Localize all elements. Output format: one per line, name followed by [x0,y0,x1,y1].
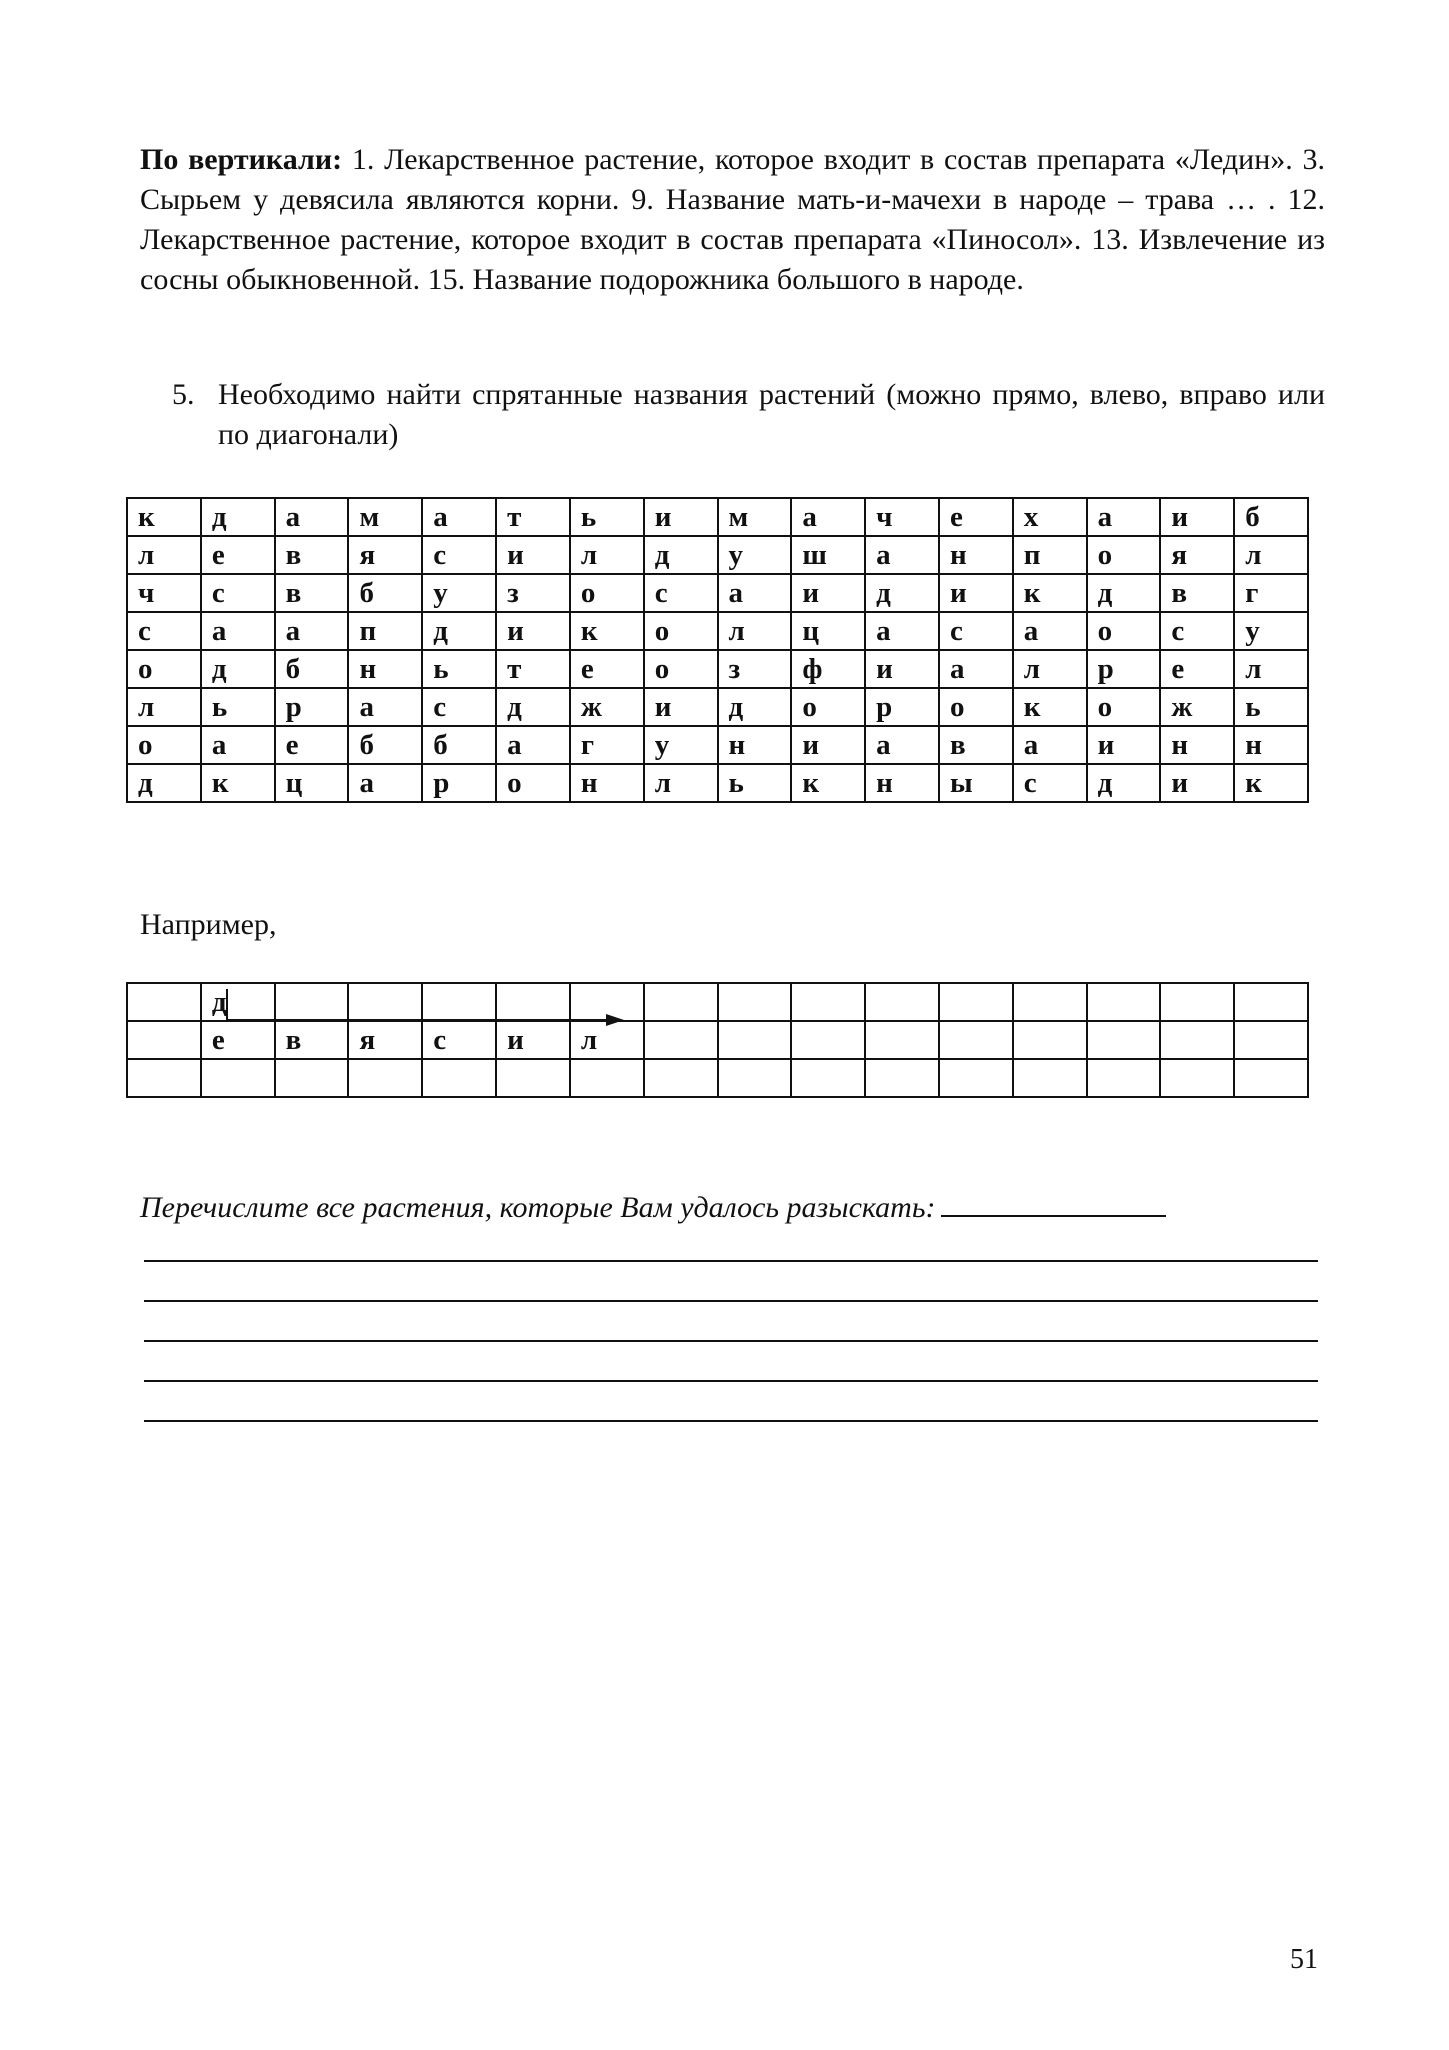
example-cell [348,1059,422,1097]
answer-prompt [140,1187,1166,1228]
example-cell [1160,1021,1234,1059]
example-cell [1234,1059,1308,1097]
word-search-cell: е [201,536,275,574]
word-search-cell: д [201,650,275,688]
word-search-cell: о [644,612,718,650]
example-cell [1160,983,1234,1021]
example-cell [865,1059,939,1097]
word-search-cell: л [1013,650,1087,688]
word-search-cell: к [127,498,201,536]
word-search-grid [126,497,1309,803]
word-search-cell: л [127,688,201,726]
word-search-cell: а [865,726,939,764]
word-search-row [127,498,1308,536]
word-search-cell: с [644,574,718,612]
word-search-cell: с [422,688,496,726]
word-search-cell: в [275,536,349,574]
example-cell [1013,1059,1087,1097]
word-search-cell: в [939,726,1013,764]
word-search-cell: н [939,536,1013,574]
word-search-cell: к [1234,764,1308,802]
word-search-cell: в [275,574,349,612]
word-search-cell: а [1087,498,1161,536]
vertical-clues-heading: По вертикали: [140,143,343,176]
word-search-cell: а [718,574,792,612]
word-search-cell: а [791,498,865,536]
example-cell [791,1059,865,1097]
word-search-row [127,726,1308,764]
word-search-cell: и [1160,498,1234,536]
example-cell [865,1021,939,1059]
example-cell [496,1059,570,1097]
word-search-cell: и [1087,726,1161,764]
task-5 [172,375,1325,455]
word-search-cell: д [127,764,201,802]
word-search-row [127,574,1308,612]
word-search-cell: ь [201,688,275,726]
word-search-cell: б [275,650,349,688]
vertical-clues [140,140,1325,300]
word-search-cell: к [570,612,644,650]
example-cell [791,1021,865,1059]
example-label: Например, [140,908,277,941]
word-search-cell: л [644,764,718,802]
example-grid [126,982,1309,1098]
word-search-cell: с [939,612,1013,650]
word-search-cell: д [422,612,496,650]
word-search-cell: у [1234,612,1308,650]
word-search-cell: ь [570,498,644,536]
word-search-cell: е [939,498,1013,536]
example-cell: и [496,1021,570,1059]
vertical-clues-text: 1. Лекарственное растение, которое входит в состав препарата «Ледин». 3. Сырьем у девясила являются корни. 9. Название мать-и-мачехи в народе – трава … . 12. Лекарственное растение, которое входит в состав препарата «Пиносол». 13. Извлечение из сосны обыкновенной. 15. Название подорожника большого в народе. [140,143,1325,296]
example-cell [127,1059,201,1097]
word-search-cell: и [496,612,570,650]
word-search-cell: ь [1234,688,1308,726]
word-search-cell: е [275,726,349,764]
page-number: 51 [1290,1944,1318,1975]
word-search-cell: а [422,498,496,536]
example-cell [718,1021,792,1059]
word-search-cell: г [570,726,644,764]
word-search-cell: б [348,726,422,764]
answer-line[interactable] [144,1420,1318,1422]
word-search-cell: и [791,726,865,764]
word-search-cell: и [496,536,570,574]
word-search-cell: д [718,688,792,726]
word-search-cell: п [348,612,422,650]
word-search-cell: л [570,536,644,574]
word-search-cell: л [718,612,792,650]
example-cell [275,983,349,1021]
example-cell [1160,1059,1234,1097]
word-search-cell: о [127,650,201,688]
example-cell [865,983,939,1021]
word-search-cell: у [644,726,718,764]
word-search-cell: м [348,498,422,536]
word-search-row [127,612,1308,650]
word-search-cell: а [865,612,939,650]
word-search-row [127,688,1308,726]
word-search-cell: е [1160,650,1234,688]
word-search-cell: и [644,688,718,726]
word-search-cell: в [1160,574,1234,612]
word-search-cell: и [791,574,865,612]
word-search-row [127,650,1308,688]
word-search-cell: а [275,612,349,650]
example-cell [718,983,792,1021]
word-search-cell: б [348,574,422,612]
example-row [127,1021,1308,1059]
word-search-cell: а [1013,726,1087,764]
answer-line[interactable] [144,1300,1318,1302]
example-cell [422,1059,496,1097]
answer-line[interactable] [144,1340,1318,1342]
example-cell [570,1059,644,1097]
word-search-cell: а [348,764,422,802]
word-search-cell: о [1087,688,1161,726]
example-cell [348,983,422,1021]
word-search-cell: о [644,650,718,688]
example-cell [1087,983,1161,1021]
word-search-cell: а [1013,612,1087,650]
word-search-cell: н [865,764,939,802]
word-search-cell: а [939,650,1013,688]
word-search-cell: н [718,726,792,764]
example-cell [496,983,570,1021]
answer-line[interactable] [144,1380,1318,1382]
word-search-cell: м [718,498,792,536]
word-search-cell: ч [127,574,201,612]
word-search-cell: р [1087,650,1161,688]
answer-line[interactable] [144,1260,1318,1262]
word-search-cell: ы [939,764,1013,802]
example-cell [644,1059,718,1097]
word-search-cell: р [865,688,939,726]
example-cell [1013,983,1087,1021]
word-search-cell: д [644,536,718,574]
word-search-cell: л [1234,536,1308,574]
word-search-cell: и [865,650,939,688]
example-cell [1087,1021,1161,1059]
word-search-cell: ф [791,650,865,688]
word-search-cell: и [1160,764,1234,802]
word-search-cell: б [1234,498,1308,536]
word-search-cell: ж [1160,688,1234,726]
word-search-cell: д [1087,764,1161,802]
word-search-cell: с [201,574,275,612]
example-cell [1234,1021,1308,1059]
example-cell: е [201,1021,275,1059]
word-search-cell: з [718,650,792,688]
word-search-cell: д [201,498,275,536]
word-search-cell: х [1013,498,1087,536]
example-cell [939,1059,1013,1097]
word-search-cell: р [275,688,349,726]
word-search-cell: н [1234,726,1308,764]
word-search-cell: о [570,574,644,612]
word-search-cell: а [865,536,939,574]
word-search-cell: к [201,764,275,802]
word-search-cell: а [348,688,422,726]
word-search-cell: с [1013,764,1087,802]
word-search-cell: е [570,650,644,688]
word-search-cell: а [275,498,349,536]
word-search-cell: ш [791,536,865,574]
word-search-cell: к [1013,574,1087,612]
example-cell: я [348,1021,422,1059]
example-cell [1087,1059,1161,1097]
example-cell: д [201,983,275,1021]
word-search-cell: ь [718,764,792,802]
word-search-cell: к [1013,688,1087,726]
word-search-cell: ч [865,498,939,536]
word-search-cell: а [201,726,275,764]
example-cell [127,1021,201,1059]
word-search-cell: с [1160,612,1234,650]
word-search-cell: о [127,726,201,764]
example-cell [939,1021,1013,1059]
word-search-cell: р [422,764,496,802]
answer-blank-first[interactable] [941,1187,1166,1217]
example-cell [127,983,201,1021]
word-search-cell: я [348,536,422,574]
word-search-cell: н [1160,726,1234,764]
word-search-cell: ж [570,688,644,726]
example-cell [1013,1021,1087,1059]
example-cell [1234,983,1308,1021]
word-search-cell: о [1087,612,1161,650]
example-cell: с [422,1021,496,1059]
example-row [127,1059,1308,1097]
word-search-cell: л [127,536,201,574]
word-search-cell: т [496,650,570,688]
word-search-cell: г [1234,574,1308,612]
word-search-cell: а [201,612,275,650]
word-search-cell: н [570,764,644,802]
task-number: 5. [172,378,195,411]
example-cell [275,1059,349,1097]
example-cell [570,983,644,1021]
word-search-cell: л [1234,650,1308,688]
word-search-cell: с [422,536,496,574]
word-search-cell: ь [422,650,496,688]
example-cell [939,983,1013,1021]
word-search-cell: о [496,764,570,802]
word-search-cell: к [791,764,865,802]
word-search-cell: и [939,574,1013,612]
word-search-cell: д [1087,574,1161,612]
word-search-cell: ц [791,612,865,650]
word-search-cell: а [496,726,570,764]
example-cell [422,983,496,1021]
example-cell [718,1059,792,1097]
word-search-cell: п [1013,536,1087,574]
word-search-row [127,536,1308,574]
word-search-cell: и [644,498,718,536]
word-search-cell: т [496,498,570,536]
task-text: Необходимо найти спрятанные названия растений (можно прямо, влево, вправо или по диагонали) [218,378,1325,451]
word-search-cell: д [865,574,939,612]
word-search-cell: у [718,536,792,574]
example-cell [644,1021,718,1059]
example-row [127,983,1308,1021]
word-search-cell: у [422,574,496,612]
word-search-cell: я [1160,536,1234,574]
word-search-cell: н [348,650,422,688]
example-cell [791,983,865,1021]
word-search-cell: о [939,688,1013,726]
word-search-cell: з [496,574,570,612]
word-search-cell: б [422,726,496,764]
word-search-cell: д [496,688,570,726]
word-search-cell: о [791,688,865,726]
word-search-cell: с [127,612,201,650]
example-cell [644,983,718,1021]
word-search-row [127,764,1308,802]
example-cell [201,1059,275,1097]
example-cell: в [275,1021,349,1059]
example-cell: л [570,1021,644,1059]
answer-prompt-text: Перечислите все растения, которые Вам удалось разыскать: [140,1191,936,1224]
word-search-cell: ц [275,764,349,802]
word-search-cell: о [1087,536,1161,574]
